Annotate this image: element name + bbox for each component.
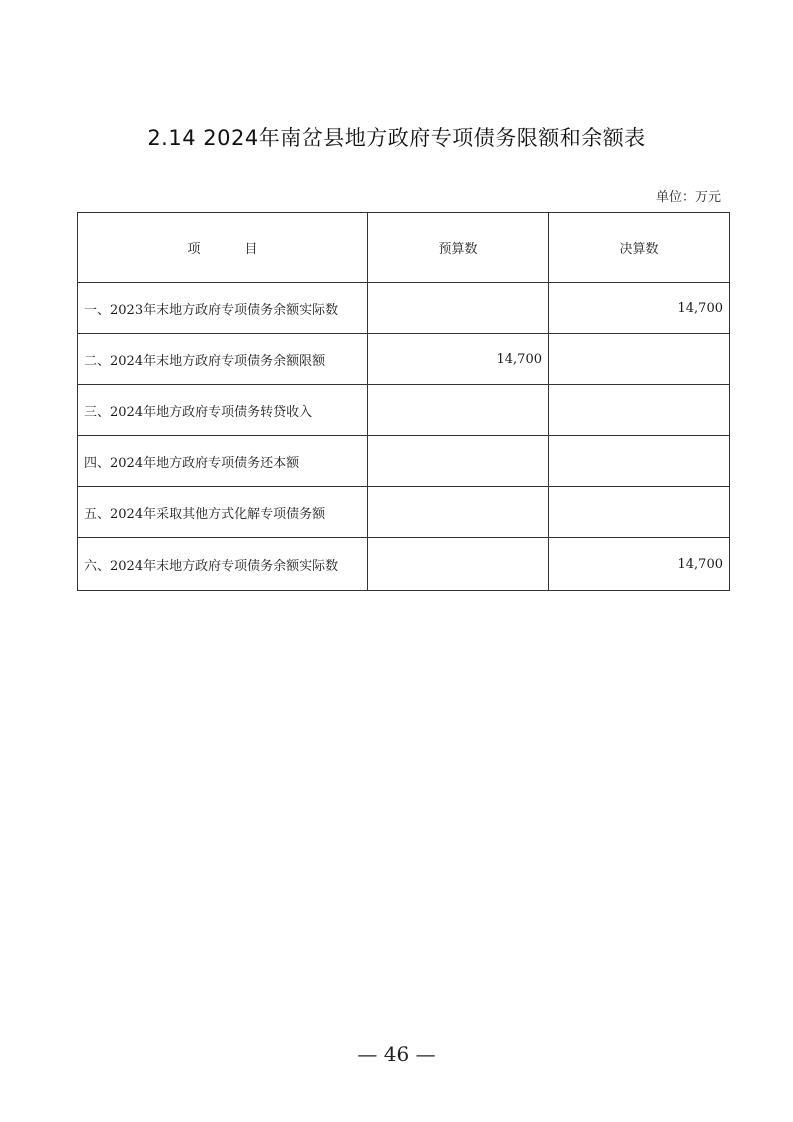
table-header-row — [78, 213, 730, 283]
row-final — [549, 334, 730, 385]
page-number: — 46 — — [357, 1042, 436, 1066]
header-budget: 预算数 — [368, 213, 549, 283]
table-row — [78, 334, 730, 385]
row-budget — [368, 538, 549, 591]
row-final: 14,700 — [549, 283, 730, 334]
row-budget — [368, 436, 549, 487]
row-budget — [368, 283, 549, 334]
table-row — [78, 385, 730, 436]
table-row — [78, 538, 730, 591]
header-item-char-1: 项 — [187, 242, 201, 257]
row-budget: 14,700 — [368, 334, 549, 385]
page-title: 2.14 2024年南岔县地方政府专项债务限额和余额表 — [147, 126, 646, 150]
debt-table — [77, 212, 730, 591]
row-item: 六、2024年末地方政府专项债务余额实际数 — [78, 538, 368, 591]
row-item: 四、2024年地方政府专项债务还本额 — [78, 436, 368, 487]
header-item — [78, 213, 368, 283]
unit-label: 单位：万元 — [655, 190, 721, 205]
header-item-char-2: 目 — [244, 242, 258, 257]
table-row — [78, 283, 730, 334]
row-item: 二、2024年末地方政府专项债务余额限额 — [78, 334, 368, 385]
row-budget — [368, 385, 549, 436]
row-budget — [368, 487, 549, 538]
row-final: 14,700 — [549, 538, 730, 591]
row-item: 五、2024年采取其他方式化解专项债务额 — [78, 487, 368, 538]
table-row — [78, 436, 730, 487]
row-final — [549, 385, 730, 436]
row-item: 三、2024年地方政府专项债务转贷收入 — [78, 385, 368, 436]
row-final — [549, 436, 730, 487]
row-final — [549, 487, 730, 538]
row-item: 一、2023年末地方政府专项债务余额实际数 — [78, 283, 368, 334]
header-final: 决算数 — [549, 213, 730, 283]
table-row — [78, 487, 730, 538]
